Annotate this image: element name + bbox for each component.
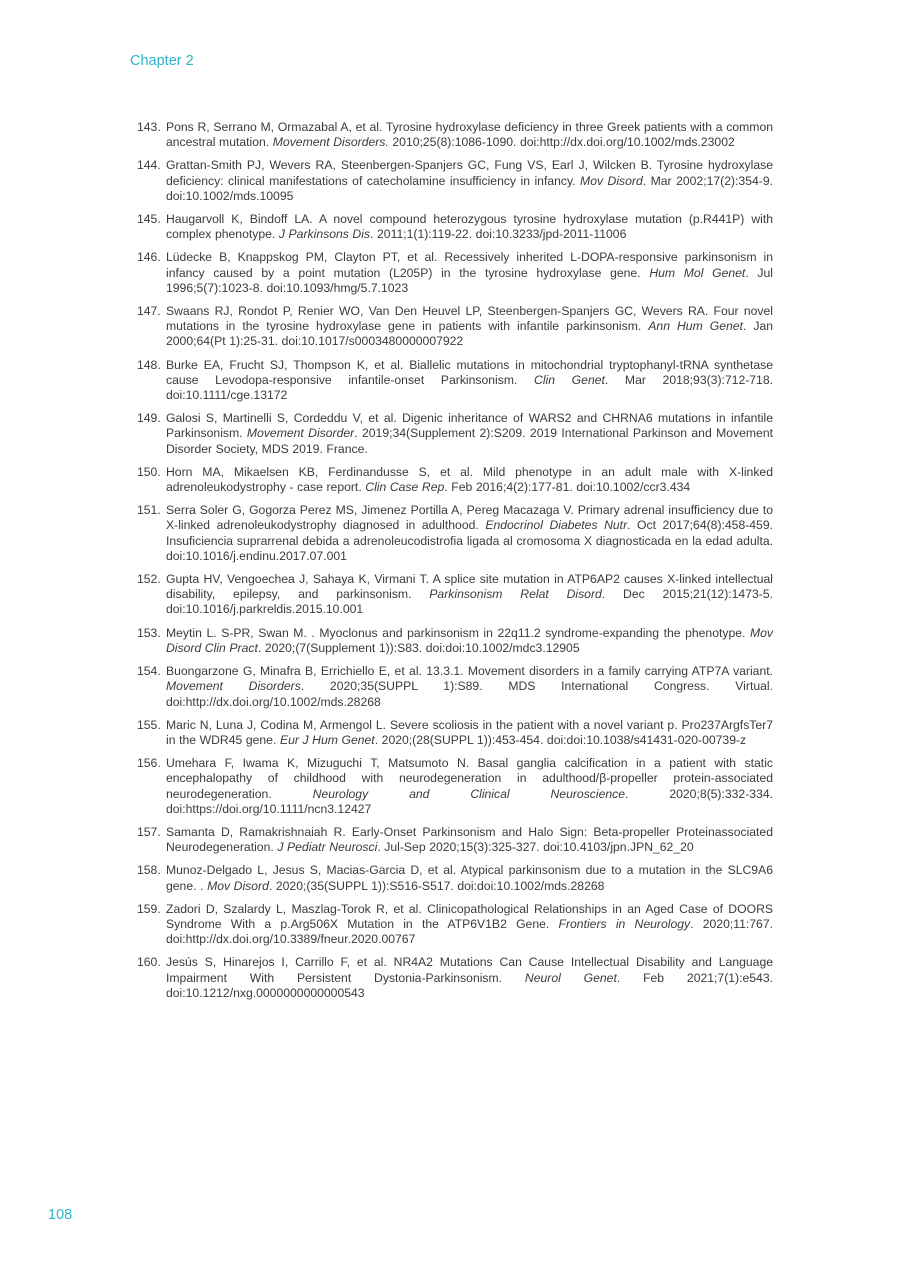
reference-number: 154.: [137, 664, 161, 679]
reference-number: 151.: [137, 503, 161, 518]
reference-number: 157.: [137, 824, 161, 839]
reference-segment: Samanta D, Ramakrishnaiah R. Early-Onset Parkinsonism and Halo Sign: Beta-propeller Proteinassociated Neurodegeneration.: [166, 824, 773, 855]
reference-item: [137, 664, 773, 710]
reference-segment: . Feb 2021;7(1):e543. doi:10.1212/nxg.0000000000000543: [166, 970, 773, 1000]
reference-segment: . 2019;34(Supplement 2):S209. 2019 International Parkinson and Movement Disorder Society, MDS 2019. France.: [166, 426, 774, 456]
reference-item: [137, 212, 773, 242]
reference-segment: Burke EA, Frucht SJ, Thompson K, et al. Biallelic mutations in mitochondrial tryptophanyl-tRNA synthetase cause Levodopa-responsive infantile-onset Parkinsonism.: [166, 357, 773, 387]
reference-segment: Grattan-Smith PJ, Wevers RA, Steenbergen-Spanjers GC, Fung VS, Earl J, Wilcken B. Tyrosine hydroxylase deficiency: clinical manifestations of catecholamine insufficiency in infancy.: [166, 158, 773, 188]
reference-text: [166, 465, 773, 495]
journal-name: Hum Mol Genet: [649, 265, 746, 280]
journal-name: Mov Disord Clin Pract: [166, 625, 773, 655]
reference-segment: Jesús S, Hinarejos I, Carrillo F, et al. NR4A2 Mutations Can Cause Intellectual Disability and Language Impairment With Persistent Dystonia-Parkinsonism.: [166, 955, 773, 985]
reference-segment: . Oct 2017;64(8):458-459. Insuficiencia suprarrenal debida a adrenoleucodistrofia ligada al cromosoma X diagnosticada en la edad adulta. doi:10.1016/j.endinu.2017.07.001: [166, 518, 774, 563]
reference-segment: . 2020;11:767. doi:http://dx.doi.org/10.3389/fneur.2020.00767: [166, 916, 774, 947]
reference-segment: Munoz-Delgado L, Jesus S, Macias-Garcia D, et al. Atypical parkinsonism due to a mutation in the SLC9A6 gene. .: [166, 863, 773, 893]
reference-number: 144.: [137, 158, 161, 173]
journal-name: Movement Disorder: [246, 426, 355, 441]
reference-segment: Buongarzone G, Minafra B, Errichiello E, et al. 13.3.1. Movement disorders in a family carrying ATP7A variant.: [166, 664, 773, 679]
reference-number: 148.: [137, 357, 161, 372]
reference-segment: . 2020;8(5):332-334. doi:https://doi.org/10.1111/ncn3.12427: [166, 786, 773, 816]
journal-name: Frontiers in Neurology: [558, 916, 691, 931]
reference-text: [166, 572, 773, 618]
reference-text: [166, 158, 773, 204]
reference-number: 158.: [137, 863, 161, 878]
page-number: 108: [48, 1207, 73, 1223]
reference-item: [137, 718, 773, 748]
reference-number: 160.: [137, 955, 161, 970]
reference-segment: Umehara F, Iwama K, Mizuguchi T, Matsumoto N. Basal ganglia calcification in a patient with static encephalopathy of childhood with neurodegeneration in adulthood/β-propeller protein-associated neurodegeneration.: [166, 756, 773, 801]
reference-segment: 2010;25(8):1086-1090. doi:http://dx.doi.org/10.1002/mds.23002: [388, 135, 735, 150]
reference-text: [166, 902, 773, 948]
reference-item: [137, 120, 773, 150]
journal-name: Clin Genet: [534, 372, 605, 387]
journal-name: Parkinsonism Relat Disord: [429, 587, 602, 602]
reference-segment: . 2020;35(SUPPL 1):S89. MDS International Congress. Virtual. doi:http://dx.doi.org/10.1002/mds.28268: [166, 679, 773, 709]
reference-segment: . Dec 2015;21(12):1473-5. doi:10.1016/j.parkreldis.2015.10.001: [166, 587, 773, 617]
reference-segment: Gupta HV, Vengoechea J, Sahaya K, Virmani T. A splice site mutation in ATP6AP2 causes X-linked intellectual disability, epilepsy, and parkinsonism.: [166, 572, 773, 602]
journal-name: Endocrinol Diabetes Nutr: [485, 518, 628, 533]
journal-name: Clin Case Rep: [365, 480, 445, 495]
reference-segment: . 2011;1(1):119-22. doi:10.3233/jpd-2011-11006: [370, 227, 627, 242]
reference-number: 145.: [137, 212, 161, 227]
reference-item: [137, 250, 773, 296]
reference-number: 146.: [137, 250, 161, 265]
journal-name: Eur J Hum Genet: [279, 732, 375, 747]
reference-segment: Haugarvoll K, Bindoff LA. A novel compound heterozygous tyrosine hydroxylase mutation (p.R441P) with complex phenotype.: [166, 212, 773, 242]
reference-segment: Serra Soler G, Gogorza Perez MS, Jimenez Portilla A, Pereg Macazaga V. Primary adrenal insufficiency due to X-linked adrenoleukodystrophy diagnosed in adulthood.: [166, 503, 773, 533]
reference-item: [137, 572, 773, 618]
reference-number: 153.: [137, 625, 161, 640]
reference-segment: . 2020;(7(Supplement 1)):S83. doi:doi:10.1002/mdc3.12905: [257, 640, 580, 655]
reference-text: [166, 825, 773, 855]
reference-text: [166, 503, 773, 564]
reference-item: [137, 825, 773, 855]
reference-number: 150.: [137, 464, 161, 479]
journal-name: Neurology and Clinical Neuroscience: [312, 786, 626, 801]
reference-segment: . 2020;(35(SUPPL 1)):S516-S517. doi:doi:10.1002/mds.28268: [268, 878, 605, 893]
reference-item: [137, 304, 773, 350]
reference-text: [166, 718, 773, 748]
reference-item: [137, 358, 773, 404]
reference-item: [137, 465, 773, 495]
reference-number: 149.: [137, 411, 161, 426]
reference-number: 143.: [137, 120, 161, 134]
journal-name: J Pediatr Neurosci: [277, 840, 378, 855]
reference-segment: Zadori D, Szalardy L, Maszlag-Torok R, et al. Clinicopathological Relationships in an Aged Case of DOORS Syndrome With a p.Arg506X Mutation in the ATP6V1B2 Gene.: [166, 901, 773, 931]
reference-number: 156.: [137, 756, 161, 771]
reference-item: [137, 411, 773, 457]
reference-number: 159.: [137, 901, 161, 916]
reference-number: 147.: [137, 304, 161, 319]
reference-segment: Meytin L. S-PR, Swan M. . Myoclonus and parkinsonism in 22q11.2 syndrome-expanding the phenotype.: [166, 625, 750, 640]
reference-text: [166, 756, 773, 817]
journal-name: Ann Hum Genet: [648, 319, 743, 334]
reference-text: [166, 250, 773, 296]
journal-name: Neurol Genet: [524, 970, 617, 985]
reference-number: 155.: [137, 717, 161, 732]
reference-segment: Horn MA, Mikaelsen KB, Ferdinandusse S, et al. Mild phenotype in an adult male with X-linked adrenoleukodystrophy - case report.: [166, 464, 773, 495]
reference-text: [166, 212, 773, 242]
reference-text: [166, 955, 773, 1001]
reference-segment: . Jan 2000;64(Pt 1):25-31. doi:10.1017/s0003480000007922: [166, 319, 774, 349]
reference-segment: . Jul-Sep 2020;15(3):325-327. doi:10.4103/jpn.JPN_62_20: [377, 840, 694, 855]
reference-text: [166, 304, 773, 350]
journal-name: Mov Disord: [580, 173, 643, 188]
reference-text: [166, 411, 773, 457]
reference-segment: . 2020;(28(SUPPL 1)):453-454. doi:doi:10.1038/s41431-020-00739-z: [374, 732, 747, 747]
reference-item: [137, 626, 773, 656]
reference-text: [166, 626, 773, 656]
reference-text: [166, 358, 773, 404]
reference-item: [137, 503, 773, 564]
reference-item: [137, 955, 773, 1001]
journal-name: Movement Disorders: [166, 679, 301, 694]
reference-text: [166, 120, 773, 150]
journal-name: J Parkinsons Dis: [278, 227, 371, 242]
reference-segment: . Mar 2018;93(3):712-718. doi:10.1111/cge.13172: [166, 372, 773, 403]
reference-segment: . Jul 1996;5(7):1023-8. doi:10.1093/hmg/5.7.1023: [166, 265, 773, 295]
reference-list: [137, 120, 773, 1009]
reference-segment: Galosi S, Martinelli S, Cordeddu V, et al. Digenic inheritance of WARS2 and CHRNA6 mutations in infantile Parkinsonism.: [166, 411, 773, 441]
reference-item: [137, 863, 773, 893]
reference-segment: Maric N, Luna J, Codina M, Armengol L. Severe scoliosis in the patient with a novel variant p. Pro237ArgfsTer7 in the WDR45 gene.: [166, 717, 773, 747]
reference-text: [166, 863, 773, 893]
reference-item: [137, 902, 773, 948]
reference-segment: Lüdecke B, Knappskog PM, Clayton PT, et al. Recessively inherited L-DOPA-responsive parkinsonism in infancy caused by a point mutation (L205P) in the tyrosine hydroxylase gene.: [166, 250, 773, 280]
journal-name: Movement Disorders.: [272, 135, 389, 150]
journal-name: Mov Disord: [207, 878, 269, 893]
reference-text: [166, 664, 773, 710]
reference-segment: . Feb 2016;4(2):177-81. doi:10.1002/ccr3.434: [444, 480, 691, 495]
reference-number: 152.: [137, 572, 161, 587]
reference-segment: Pons R, Serrano M, Ormazabal A, et al. Tyrosine hydroxylase deficiency in three Greek patients with a common ancestral mutation.: [166, 120, 773, 150]
reference-segment: . Mar 2002;17(2):354-9. doi:10.1002/mds.10095: [166, 173, 773, 203]
chapter-heading: Chapter 2: [130, 53, 194, 69]
reference-segment: Swaans RJ, Rondot P, Renier WO, Van Den Heuvel LP, Steenbergen-Spanjers GC, Wevers RA. Four novel mutations in the tyrosine hydroxylase gene in patients with infantile parkinsonism.: [166, 304, 773, 334]
reference-item: [137, 158, 773, 204]
reference-item: [137, 756, 773, 817]
